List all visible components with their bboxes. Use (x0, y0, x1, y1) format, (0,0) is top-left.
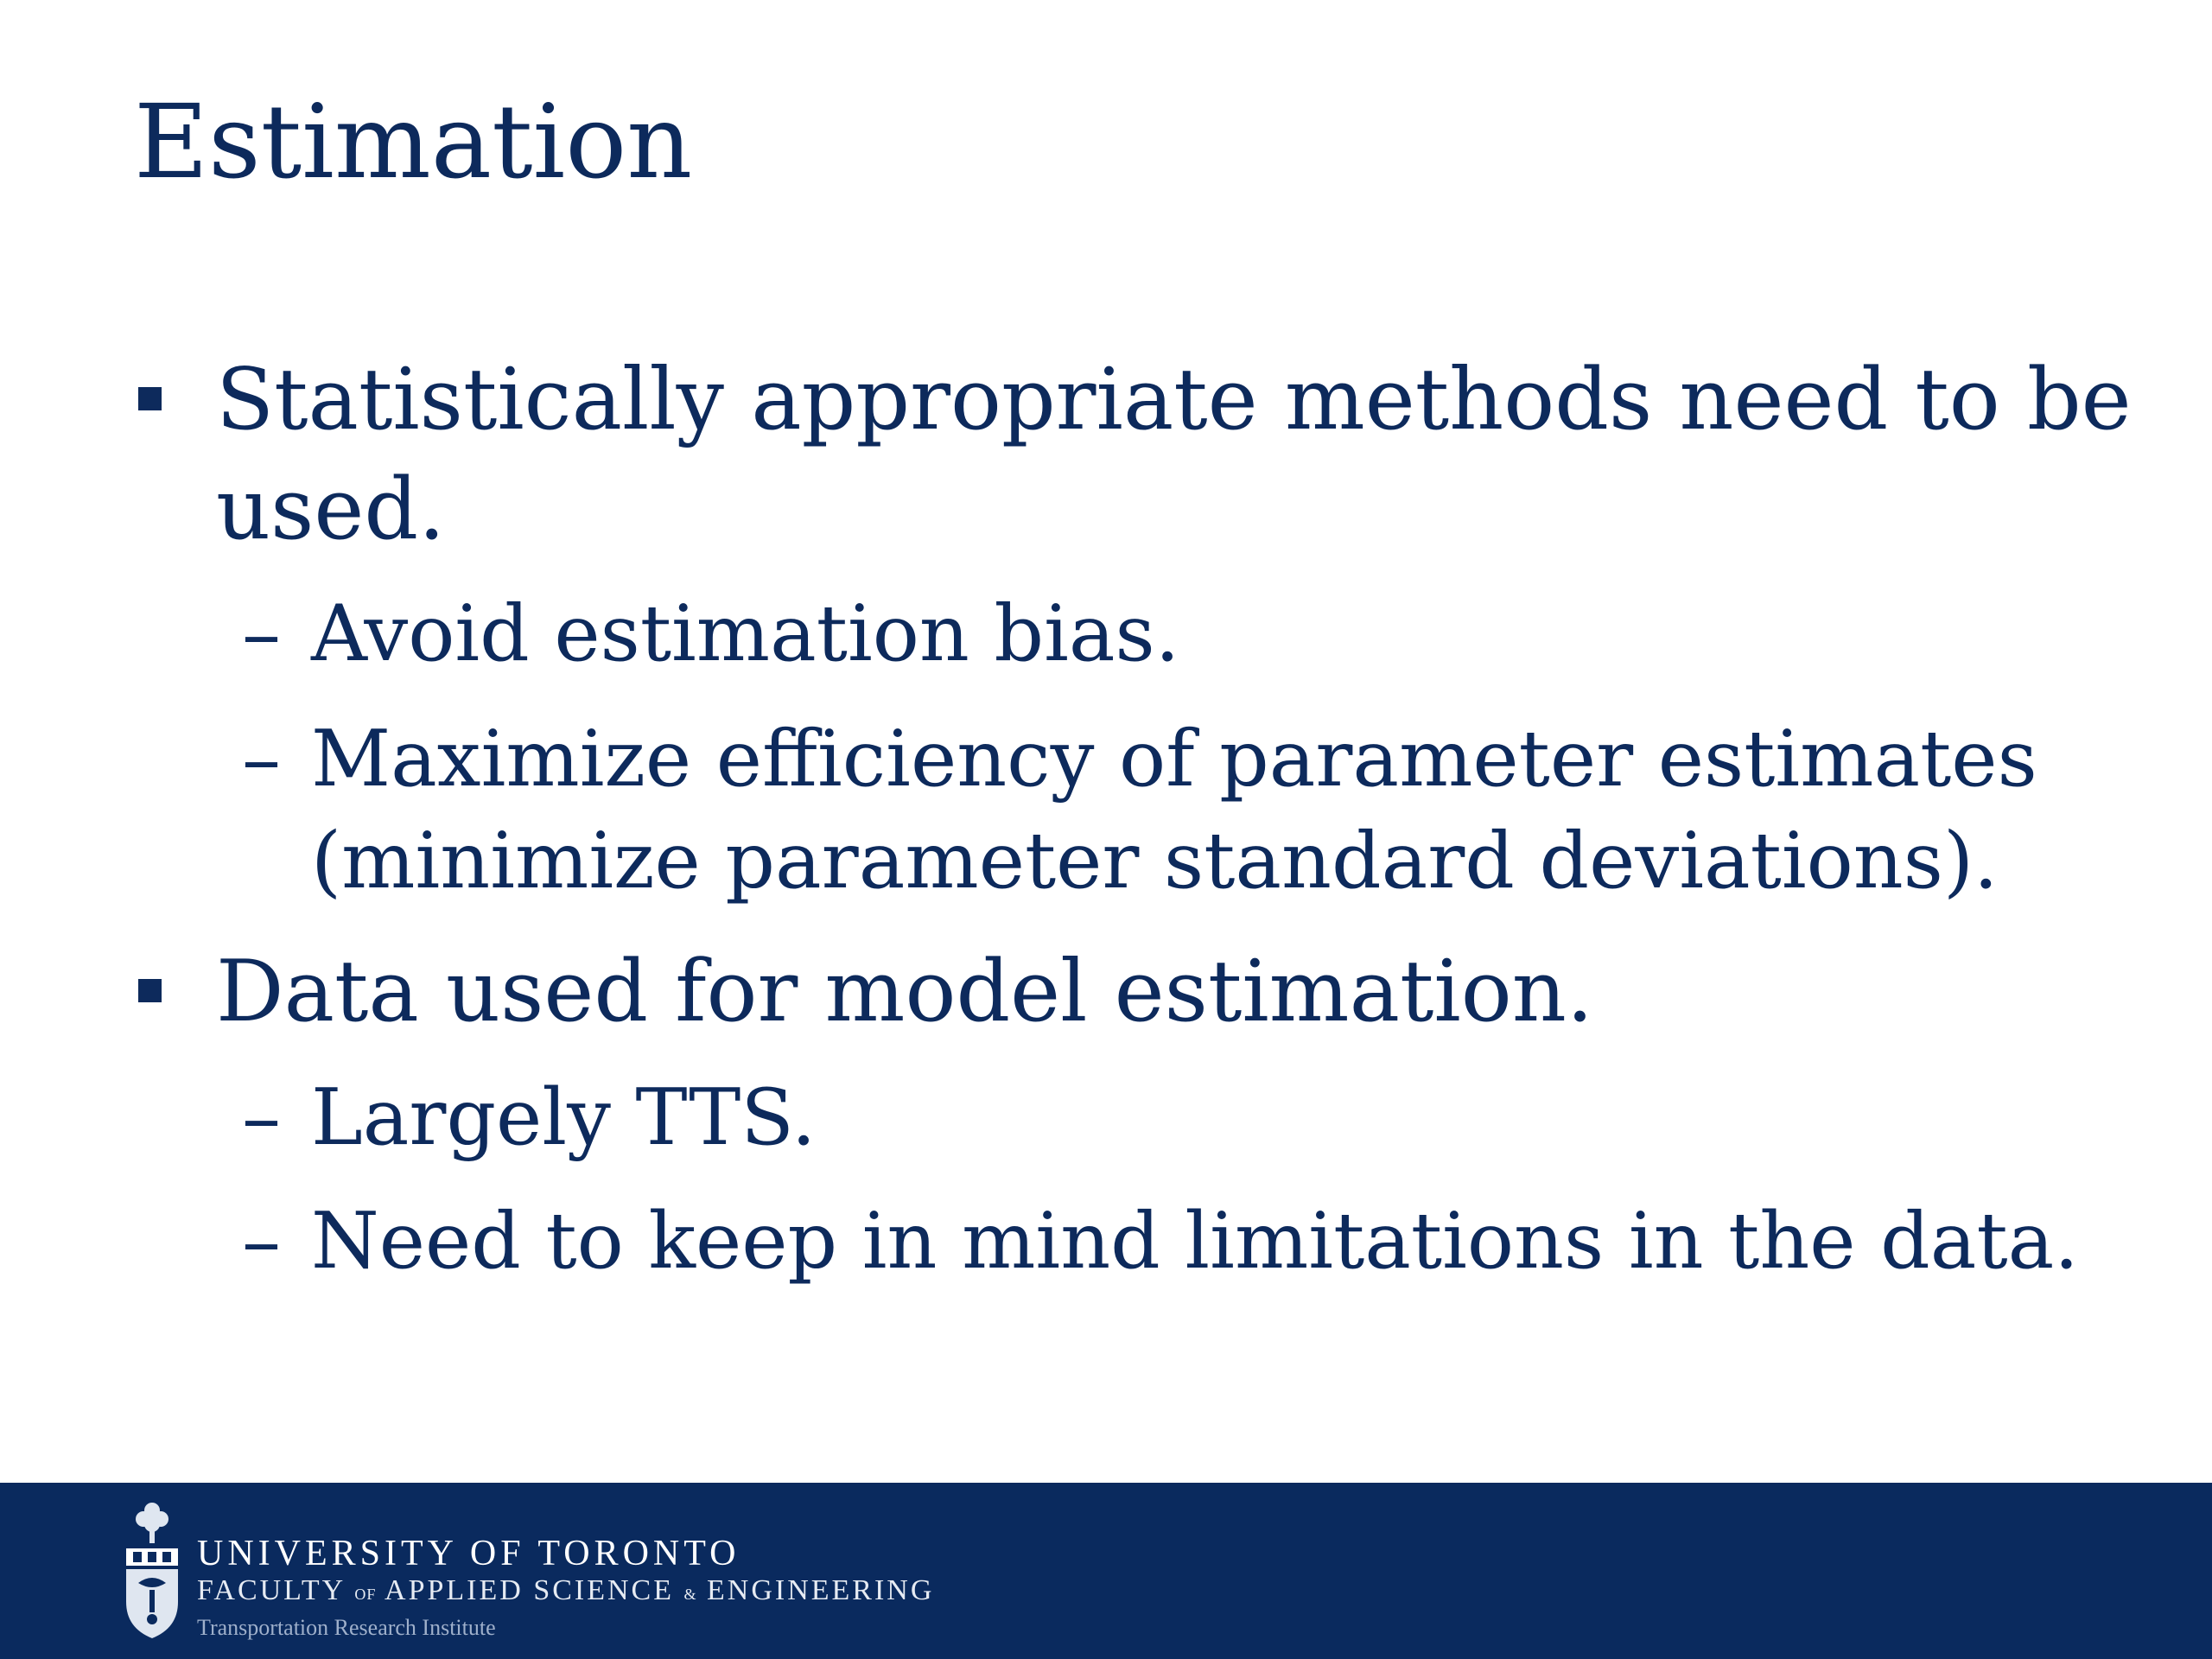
dash-bullet: – (242, 714, 281, 804)
square-bullet-icon (138, 387, 162, 410)
slide-title: Estimation (134, 82, 693, 201)
sub-item-text: Avoid estimation bias. (311, 588, 1180, 679)
footer-banner (0, 1483, 2212, 1659)
square-bullet-icon (138, 979, 162, 1002)
institute-name: Transportation Research Institute (197, 1615, 496, 1640)
dash-bullet: – (242, 1072, 281, 1163)
sub-item-text: Maximize efficiency of parameter estimates (minimize parameter standard deviations). (311, 714, 2037, 906)
sub-item-text: Need to keep in mind limitations in the data. (311, 1196, 2079, 1287)
sub-item-text: Largely TTS. (311, 1072, 817, 1163)
university-name: UNIVERSITY OF TORONTO (197, 1534, 741, 1573)
bullet-text: Statistically appropriate methods need to be used. (216, 351, 2132, 559)
bullet-text: Data used for model estimation. (216, 943, 1594, 1041)
dash-bullet: – (242, 588, 281, 679)
university-crest-icon (121, 1498, 183, 1645)
dash-bullet: – (242, 1196, 281, 1287)
faculty-name: FACULTY OF APPLIED SCIENCE & ENGINEERING (197, 1574, 935, 1606)
